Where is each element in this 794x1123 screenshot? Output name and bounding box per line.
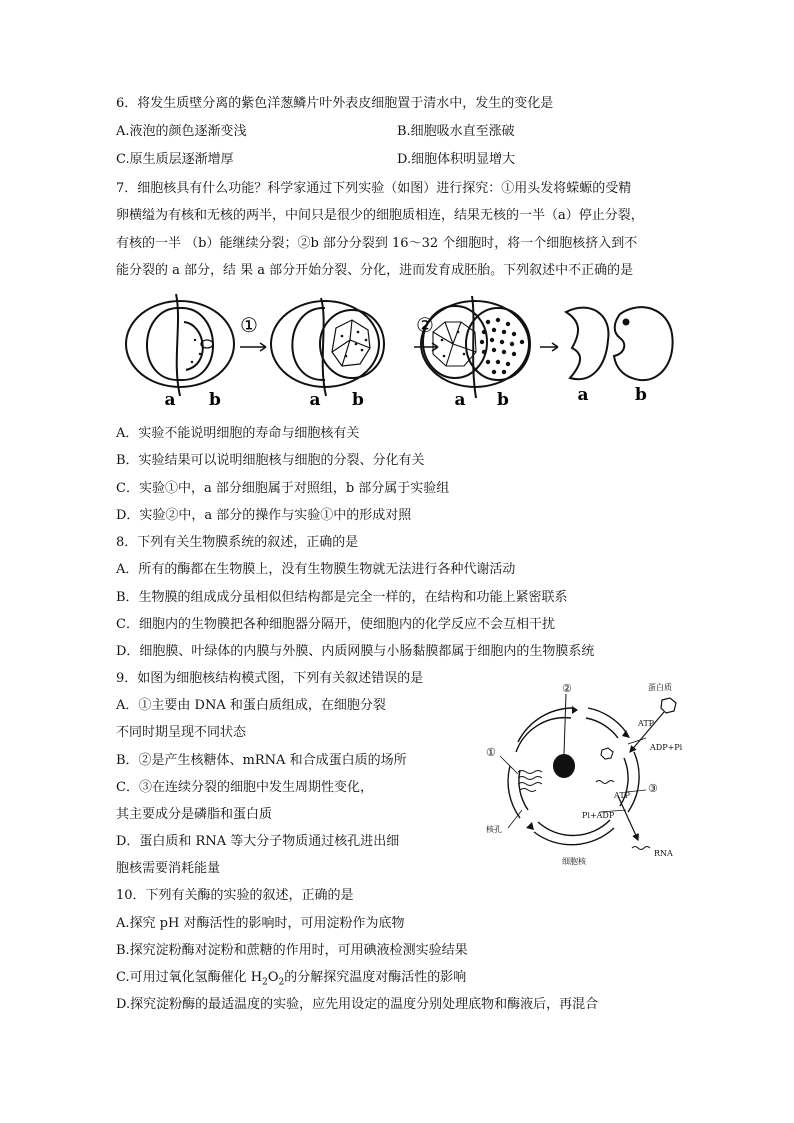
stage-2-label-a: a [309, 390, 321, 410]
label-nucleus: 细胞核 [562, 857, 586, 866]
q7-option-c: C．实验①中，a 部分细胞属于对照组，b 部分属于实验组 [116, 481, 450, 496]
q9-option-a-line-1: A．①主要由 DNA 和蛋白质组成，在细胞分裂 [116, 698, 386, 713]
embryo-label-a: a [577, 385, 589, 405]
q8-stem: 8．下列有关生物膜系统的叙述，正确的是 [116, 535, 359, 550]
nucleus-structure-figure [478, 680, 708, 866]
label-n2: ② [562, 682, 572, 695]
newt-egg-experiment-figure [120, 292, 680, 410]
nucleolus [553, 754, 575, 778]
q6-stem: 6．将发生质壁分离的紫色洋葱鳞片叶外表皮细胞置于清水中，发生的变化是 [116, 96, 554, 111]
stage-1-label-a: a [164, 390, 176, 410]
q8-option-b: B．生物膜的组成成分虽相似但结构都是完全一样的，在结构和功能上紧密联系 [116, 590, 568, 605]
label-pore: 核孔 [486, 825, 502, 834]
q9-option-c-line-2: 其主要成分是磷脂和蛋白质 [116, 807, 273, 822]
q6-option-a: A.液泡的颜色逐渐变浅 [116, 124, 247, 139]
q7-stem-line-4: 能分裂的 a 部分，结 果 a 部分开始分裂、分化，进而发育成胚胎。下列叙述中不正确的是 [116, 263, 634, 278]
label-adp-pi: ADP+Pi [650, 743, 683, 752]
stage-2-label-b: b [352, 390, 364, 410]
q9-option-d-line-2: 胞核需要消耗能量 [116, 861, 221, 876]
q10-option-c [116, 969, 466, 992]
q7-option-b: B．实验结果可以说明细胞核与细胞的分裂、分化有关 [116, 453, 425, 468]
protein-shape [661, 698, 676, 713]
q10-option-c-sub-1: 2 [262, 977, 268, 988]
q8-option-a: A．所有的酶都在生物膜上，没有生物膜生物就无法进行各种代谢活动 [116, 562, 516, 577]
q10-option-c-sub-2: 2 [278, 977, 285, 988]
stage-1-label-b: b [209, 390, 221, 410]
q7-stem-line-2: 卵横缢为有核和无核的两半，中间只是很少的细胞质相连，结果无核的一半（a）停止分裂， [116, 208, 644, 223]
label-rna: RNA [654, 849, 673, 858]
step-2-label: ② [416, 313, 434, 337]
q10-option-c-pre: C.可用过氧化氢酶催化 H [116, 970, 263, 985]
q9-option-d-line-1: D．蛋白质和 RNA 等大分子物质通过核孔进出细 [116, 834, 400, 849]
label-pi-adp: Pi+ADP [582, 811, 615, 820]
stage-1-cell [126, 294, 234, 396]
label-n3: ③ [648, 782, 658, 795]
embryo-a [566, 308, 608, 380]
q10-option-a: A.探究 pH 对酶活性的影响时，可用淀粉作为底物 [116, 916, 405, 931]
q8-option-d: D．细胞膜、叶绿体的内膜与外膜、内质网膜与小肠黏膜都属于细胞内的生物膜系统 [116, 644, 595, 659]
q10-option-b: B.探究淀粉酶对淀粉和蔗糖的作用时，可用碘液检测实验结果 [116, 943, 468, 958]
stage-3-label-a: a [454, 390, 466, 410]
q9-option-c-line-1: C．③在连续分裂的细胞中发生周期性变化， [116, 780, 373, 795]
q8-option-c: C．细胞内的生物膜把各种细胞器分隔开，使细胞内的化学反应不会互相干扰 [116, 617, 555, 632]
q10-option-c-post: 的分解探究温度对酶活性的影响 [284, 970, 467, 985]
q7-stem-line-1: 7．细胞核具有什么功能？科学家通过下列实验（如图）进行探究：①用头发将蝾螈的受精 [116, 181, 632, 196]
q6-option-c: C.原生质层逐渐增厚 [116, 152, 234, 167]
q9-stem: 9．如图为细胞核结构模式图，下列有关叙述错误的是 [116, 671, 424, 686]
q10-option-c-mid: O [267, 970, 279, 985]
step-1-label: ① [240, 313, 258, 337]
embryo-label-b: b [635, 385, 647, 405]
q10-stem: 10．下列有关酶的实验的叙述，正确的是 [116, 888, 354, 903]
q7-option-d: D．实验②中，a 部分的操作与实验①中的形成对照 [116, 508, 412, 523]
label-atp-top: ATP [638, 719, 655, 728]
q6-option-b: B.细胞吸水直至涨破 [397, 124, 515, 139]
label-protein: 蛋白质 [648, 683, 672, 692]
q9-option-b: B．②是产生核糖体、mRNA 和合成蛋白质的场所 [116, 753, 407, 768]
label-atp-bottom: ATP [614, 791, 631, 800]
q6-option-d: D.细胞体积明显增大 [397, 152, 516, 167]
q7-option-a: A．实验不能说明细胞的寿命与细胞核有关 [116, 426, 360, 441]
q7-stem-line-3: 有核的一半 （b）能继续分裂；②b 部分分裂到 16～32 个细胞时，将一个细胞核挤入到不 [116, 236, 638, 251]
stage-3-label-b: b [497, 390, 509, 410]
chromatin [518, 771, 542, 792]
label-n1: ① [486, 746, 496, 759]
q10-option-d: D.探究淀粉酶的最适温度的实验，应先用设定的温度分别处理底物和酶液后，再混合 [116, 997, 599, 1012]
embryo-b [614, 307, 673, 380]
q9-option-a-line-2: 不同时期呈现不同状态 [116, 725, 247, 740]
